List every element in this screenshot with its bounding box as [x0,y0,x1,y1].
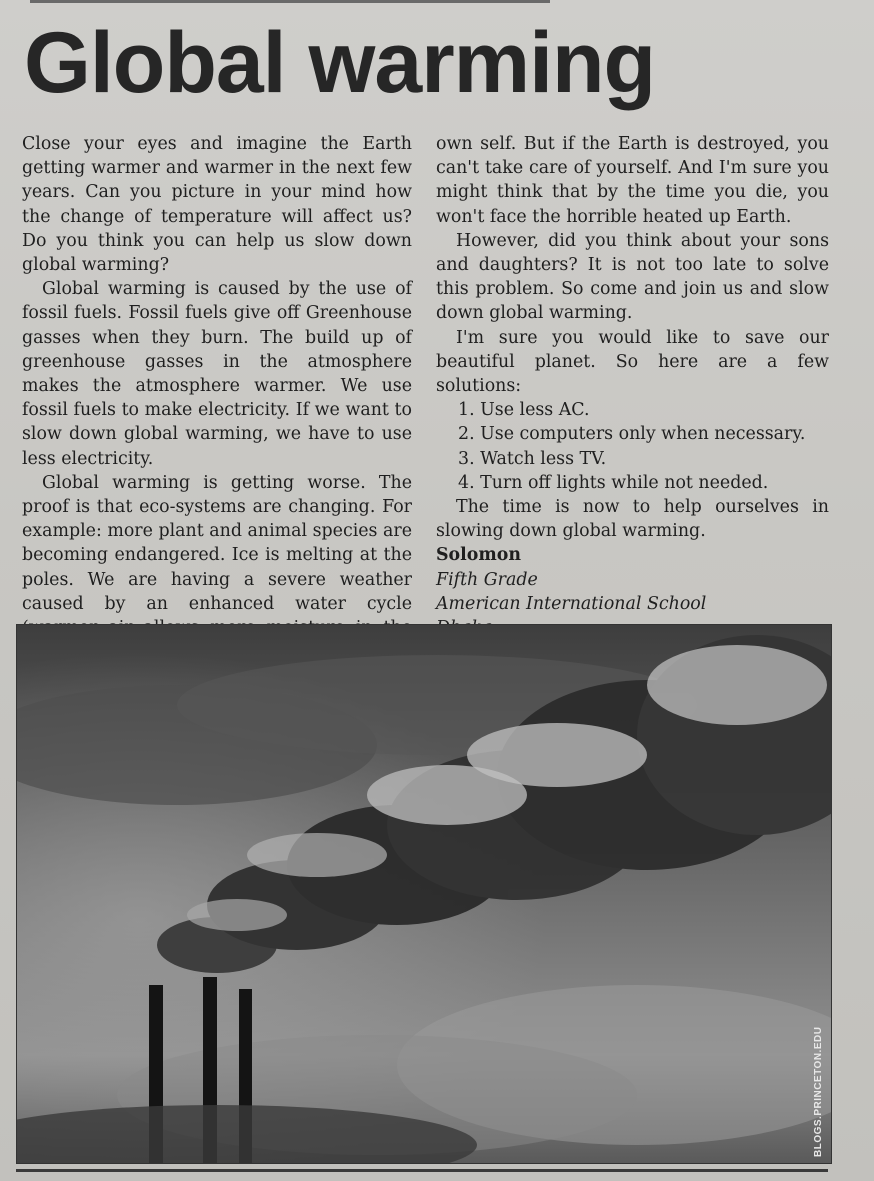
paragraph-caring-cont: own self. But if the Earth is destroyed, you can't take care of yourself. And I'm sure you might think that by the time you die, you won't face the horrible heated up Earth. [436,134,829,227]
solution-item: 1. Use less AC. [458,400,590,421]
photo-credit: BLOGS.PRINCETON.EDU [813,1026,824,1157]
smokestack-photo [16,624,832,1164]
paragraph-intro: Close your eyes and imagine the Earth getting warmer and warmer in the next few years. Can you picture in your mind how the change of temperature will affect us? Do you think you can help us slow down global warming? [22,134,412,276]
author-grade: Fifth Grade [436,569,538,590]
paragraph-children: However, did you think about your sons and daughters? It is not too late to solve this problem. So come and join us and slow down global warming. [436,230,829,324]
paragraph-causes: Global warming is caused by the use of fossil fuels. Fossil fuels give off Greenhouse gasses when they burn. The build up of greenhouse gasses in the atmosphere makes the atmosphere warmer. We use fossil fuels to make electricity. If we want to slow down global warming, we have to use less electricity. [22,279,412,469]
solution-item: 4. Turn off lights while not needed. [458,472,769,493]
paragraph-effects: Global warming is getting worse. The proof is that eco-systems are changing. For example: more plant and animal species are becoming endangered. Ice is melting at the poles. We are having a severe weather caused by an enhanced water cycle [22,472,412,614]
right-column [436,132,829,640]
author-school: American International School [436,593,707,614]
solutions-list [436,398,829,495]
solution-item: 3. Watch less TV. [458,448,607,469]
solution-item: 2. Use computers only when necessary. [458,424,806,445]
smokestack-illustration [17,625,831,1163]
paragraph-closing: The time is now to help ourselves in slowing down global warming. [436,497,829,542]
paragraph-solutions-intro: I'm sure you would like to save our beautiful planet. So here are a few solutions: [436,327,829,397]
article-headline: Global warming [24,15,656,111]
top-rule [30,0,550,3]
author-name: Solomon [436,545,522,566]
bottom-rule [16,1169,828,1172]
